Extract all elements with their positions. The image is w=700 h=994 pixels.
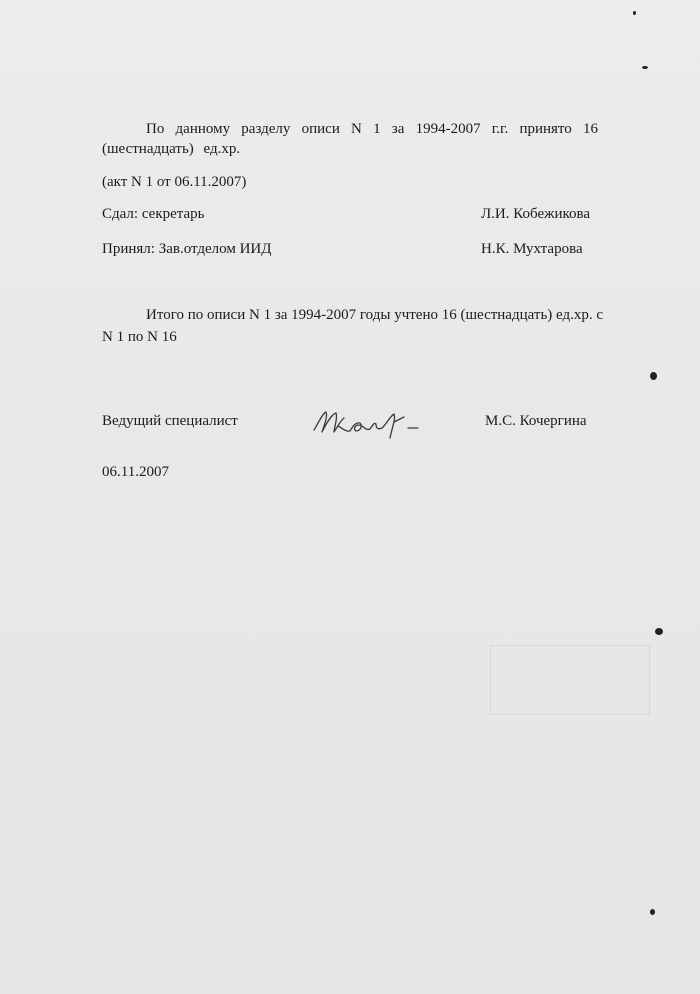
handed-over-label: Сдал: секретарь xyxy=(102,206,205,222)
specialist-label: Ведущий специалист xyxy=(102,413,238,429)
handed-over-name: Л.И. Кобежикова xyxy=(481,206,591,222)
document-date: 06.11.2007 xyxy=(102,464,169,480)
inventory-section-summary: По данному разделу описи N 1 за 1994-2007 г.г. принято 16 (шестнадцать) ед.хр. xyxy=(102,121,598,157)
accepted-label: Принял: Зав.отделом ИИД xyxy=(102,241,272,257)
punch-hole-mark xyxy=(650,372,657,380)
scan-speck xyxy=(633,11,636,15)
handwritten-signature xyxy=(308,404,433,444)
punch-hole-mark xyxy=(655,628,663,635)
faint-stamp-outline xyxy=(490,645,650,715)
act-reference: (акт N 1 от 06.11.2007) xyxy=(102,174,247,190)
scan-speck xyxy=(650,909,655,915)
specialist-name: М.С. Кочергина xyxy=(485,413,587,429)
accepted-name: Н.К. Мухтарова xyxy=(481,241,583,257)
scan-speck xyxy=(642,66,648,69)
inventory-total: Итого по описи N 1 за 1994-2007 годы учтено 16 (шестнадцать) ед.хр. с N 1 по N 16 xyxy=(102,307,604,345)
